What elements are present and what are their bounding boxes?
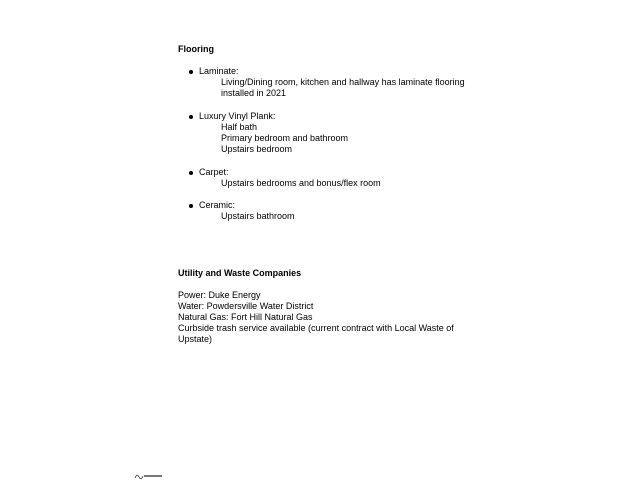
utility-gas: Natural Gas: Fort Hill Natural Gas bbox=[178, 312, 313, 322]
lvp-detail-line1: Half bath bbox=[221, 122, 258, 132]
carpet-label: Carpet: bbox=[199, 167, 229, 177]
bullet-dot-icon bbox=[189, 171, 193, 175]
lvp-label: Luxury Vinyl Plank: bbox=[199, 111, 276, 121]
laminate-detail-line1: Living/Dining room, kitchen and hallway has laminate flooring bbox=[221, 77, 465, 87]
utilities-heading: Utility and Waste Companies bbox=[178, 268, 302, 278]
bullet-dot-icon bbox=[189, 70, 193, 74]
bullet-dot-icon bbox=[189, 115, 193, 119]
lvp-detail-line3: Upstairs bedroom bbox=[221, 144, 293, 154]
bullet-dot-icon bbox=[189, 204, 193, 208]
utility-trash-line2: Upstate) bbox=[178, 334, 213, 344]
laminate-detail-line2: installed in 2021 bbox=[221, 88, 287, 98]
lvp-detail-line2: Primary bedroom and bathroom bbox=[221, 133, 349, 143]
carpet-detail-line1: Upstairs bedrooms and bonus/flex room bbox=[221, 178, 381, 188]
flooring-heading: Flooring bbox=[178, 44, 214, 54]
ceramic-label: Ceramic: bbox=[199, 200, 236, 210]
laminate-label: Laminate: bbox=[199, 66, 239, 76]
utility-trash-line1: Curbside trash service available (current contract with Local Waste of bbox=[178, 323, 454, 333]
utility-water: Water: Powdersville Water District bbox=[178, 301, 314, 311]
utility-power: Power: Duke Energy bbox=[178, 290, 261, 300]
logo-mark-icon bbox=[134, 472, 164, 480]
ceramic-detail-line1: Upstairs bathroom bbox=[221, 211, 295, 221]
